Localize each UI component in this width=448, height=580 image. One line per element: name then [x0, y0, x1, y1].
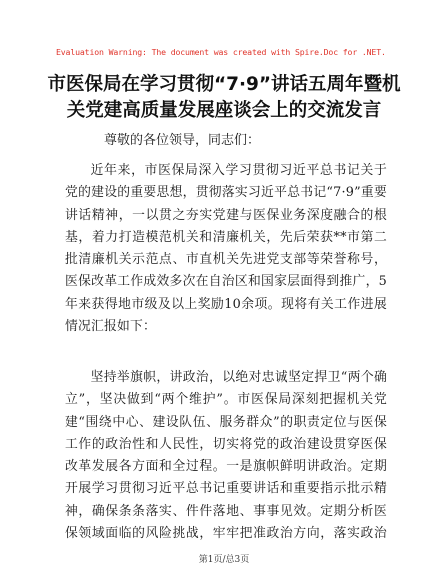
- title-line-2: 关党建高质量发展座谈会上的交流发言: [66, 100, 382, 121]
- body-paragraph-2: 坚持举旗帜，讲政治，以绝对忠诚坚定捍卫“两个确立”，坚决做到“两个维护”。市医保局深刻把握机关党建“围绕中心、建设队伍、服务群众”的职责定位与医保工作的政治性和人民性，切实将党的政治建设贯穿医保改革发展各方面和全过程。一是旗帜鲜明讲政治。定期开展学习贯彻习近平总书记重要讲话和重要指示批示精神，确保条条落实、件件落地、事事见效。定期分析医保领域面临的风险挑战，牢牢把准政治方向，落实政治: [65, 370, 387, 542]
- evaluation-warning: Evaluation Warning: The document was created with Spire.Doc for .NET.: [56, 47, 386, 57]
- body-paragraph-1: 近年来，市医保局深入学习贯彻习近平总书记关于党的建设的重要思想，贯彻落实习近平总书记“7·9”重要讲话精神，一以贯之夯实党建与医保业务深度融合的根基，着力打造模范机关和清廉机关，先后荣获**市第二批清廉机关示范点、市直机关先进党支部等荣誉称号，医保改革工作成效多次在自治区和国家层面得到推广，5年来获得地市级及以上奖励10余项。现将有关工作进展情况汇报如下：: [65, 163, 387, 335]
- page-number-footer: 第1页/总3页: [198, 555, 250, 565]
- document-title: [0, 72, 448, 124]
- salutation: 尊敬的各位领导，同志们：: [104, 133, 261, 148]
- title-line-1: 市医保局在学习贯彻“7·9”讲话五周年暨机: [47, 74, 401, 95]
